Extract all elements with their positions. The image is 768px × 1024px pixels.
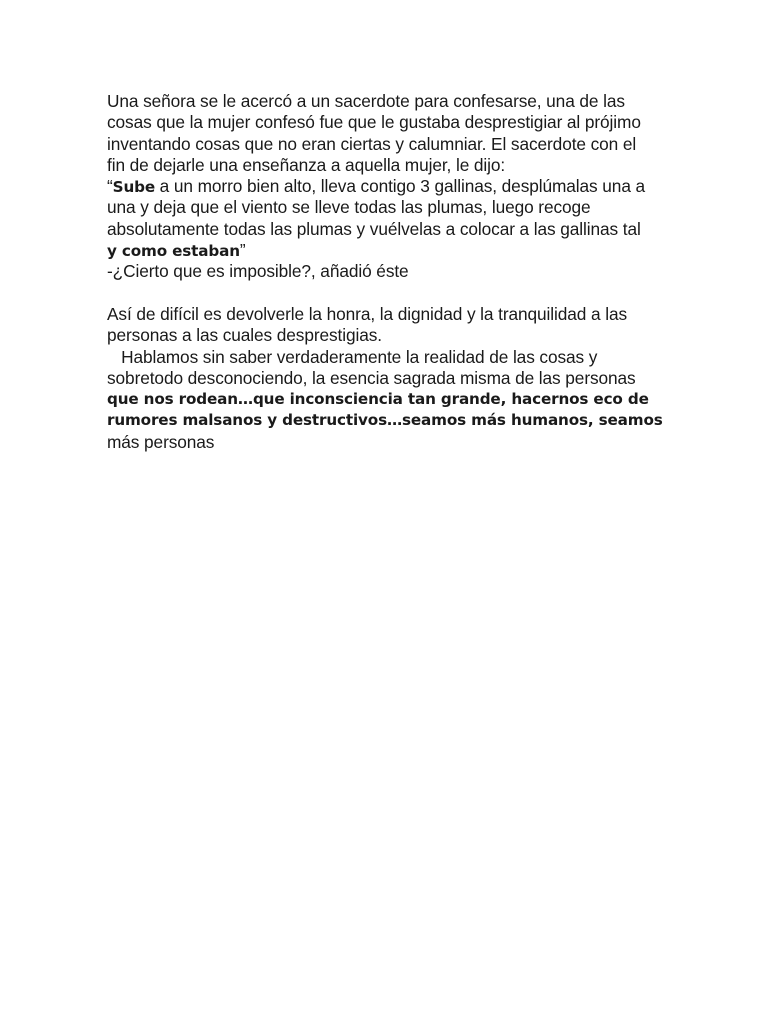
quote-line-1-rest: a un morro bien alto, lleva contigo 3 gallinas, desplúmalas una a [154, 176, 646, 197]
quote-open-mark: “ [107, 176, 113, 197]
quote-line-4 [107, 240, 667, 261]
quote-line-3: absolutamente todas las plumas y vuélvelas a colocar a las gallinas tal [107, 218, 641, 239]
paragraph-1-line-3: inventando cosas que no eran ciertas y calumniar. El sacerdote con el [107, 133, 637, 154]
paragraph-1-line-2: cosas que la mujer confesó fue que le gustaba desprestigiar al prójimo [107, 112, 641, 133]
paragraph-3-line-2: sobretodo desconociendo, la esencia sagrada misma de las personas [107, 367, 636, 388]
paragraph-3-line-1: Hablamos sin saber verdaderamente la realidad de las cosas y [107, 346, 598, 367]
paragraph-3-line-3: que nos rodean…que inconsciencia tan grande, hacernos eco de [107, 390, 649, 409]
quote-close-mark: ” [239, 240, 246, 261]
paragraph-3-line-5: más personas [107, 431, 215, 452]
paragraph-spacer [107, 283, 667, 304]
quote-line-4-bold: y como estaban [107, 242, 240, 261]
quote-line-2: una y deja que el viento se lleve todas las plumas, luego recoge [107, 197, 591, 218]
paragraph-1-line-4: fin de dejarle una enseñanza a aquella mujer, le dijo: [107, 154, 506, 175]
reply-line: -¿Cierto que es imposible?, añadió éste [107, 261, 409, 282]
paragraph-1-line-1: Una señora se le acercó a un sacerdote para confesarse, una de las [107, 91, 625, 111]
paragraph-3-line-4: rumores malsanos y destructivos…seamos más humanos, seamos [107, 411, 663, 430]
paragraph-2-line-2: personas a las cuales desprestigias. [107, 325, 382, 346]
paragraph-2-line-1: Así de difícil es devolverle la honra, la dignidad y la tranquilidad a las [107, 303, 627, 324]
document-body [107, 91, 667, 453]
quote-first-word: Sube [112, 178, 155, 197]
quote-line-1 [107, 176, 667, 197]
